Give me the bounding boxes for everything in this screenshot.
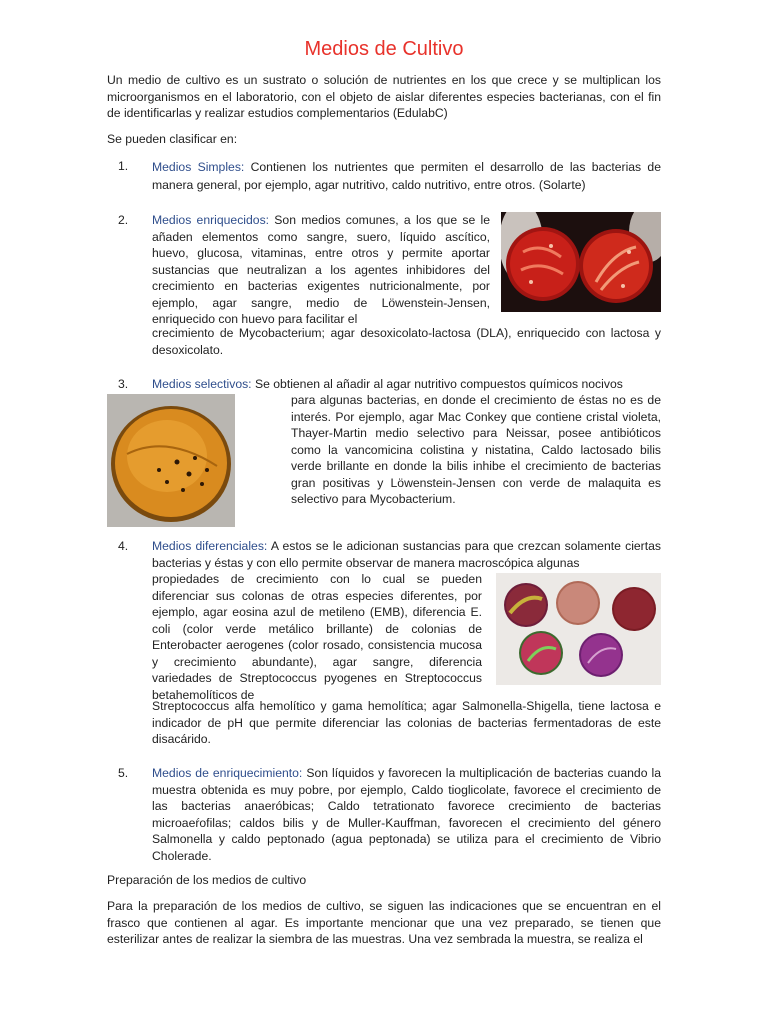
list-item xyxy=(152,765,661,864)
item-text-continued: para algunas bacterias, en donde el crecimiento de éstas no es de interés. Por ejemplo, agar Mac Conkey que contiene cristal violeta, Thayer-Martin medio selectivo para Neissar, posee antibióticos como la vancomicina colistina y nistatina, Caldo lactosado bilis verde brillante en donde la bilis inhibe el crecimiento de bacterias gran positivas y Löwenstein-Jensen con verde de malaquita es selectivo para Mycobacterium. xyxy=(291,393,661,506)
item-term: Medios selectivos: xyxy=(152,377,252,391)
item-term: Medios Simples: xyxy=(152,160,245,174)
item-number: 5. xyxy=(118,766,129,780)
selective-agar-plate-image xyxy=(107,394,235,527)
intro-paragraph: Un medio de cultivo es un sustrato o solución de nutrientes en los que crece y se multiplican los microorganismos en el laboratorio, con el objeto de aislar diferentes especies bacterianas, con el fin de identificarlas y realizar estudios complementarios (EdulabC) xyxy=(107,73,661,120)
differential-agar-plates-image xyxy=(496,573,661,685)
item-number: 1. xyxy=(118,159,129,173)
item-text: Son medios comunes, a los que se le añaden elementos como sangre, suero, líquido ascítico, huevo, glucosa, vitaminas, entre otros y permite aportar sustancias que neutralizan a los agentes inhibidores del crecimiento en bacterias exigentes nutricionalmente, por ejemplo, agar sangre, medio de Löwenstein-Jensen, enriquecido con huevo para facilitar el xyxy=(152,213,490,326)
list-item xyxy=(152,158,661,194)
item-text-continued: propiedades de crecimiento con lo cual se pueden diferenciar sus colonas de otras especies diferentes, por ejemplo, agar eosina azul de metileno (EMB), diferencia E. coli (color verde metálico brillante) de colonias de Enterobacter aerogenes (color rosado, consistencia mucosa y crecimiento abundante), agar sangre, diferencia variedades de Streptococcus pyogenes en Streptococcus betahemolíticos de xyxy=(152,572,482,702)
item-text: Se obtienen al añadir al agar nutritivo compuestos químicos nocivos xyxy=(251,377,623,391)
page-title: Medios de Cultivo xyxy=(304,38,464,60)
item-number: 4. xyxy=(118,539,129,553)
item-text: Son líquidos y favorecen la multiplicación de bacterias cuando la muestra obtenida es muy pobre, por ejemplo, Caldo tioglicolate, favorece el crecimiento de las bacterias anaeróbicas; Caldo tetrationato favorece crecimiento de bacterias microaeŕofilas; caldos bilis y de Muller-Kauffman, favorecen el crecimiento del género Salmonella y caldo peptonado (agua peptonada) se utiliza para el crecimiento de Vibrio Cholerade. xyxy=(152,766,661,863)
item-number: 3. xyxy=(118,377,129,391)
list-item xyxy=(152,538,661,571)
item-number: 2. xyxy=(118,213,129,227)
list-item xyxy=(152,376,661,393)
item-text: A estos se le adicionan sustancias para que crezcan solamente ciertas bacterias y éstas y con ello permite observar de manera macroscópica algunas xyxy=(152,539,661,570)
section-heading: Preparación de los medios de cultivo xyxy=(107,873,307,887)
item-text-continued: Streptococcus alfa hemolítico y gama hemolítica; agar Salmonella-Shigella, tiene lactosa e indicador de pH que permite diferenciar las colonias de bacterias fermentadoras de este disacárido. xyxy=(152,699,661,746)
prep-paragraph: Para la preparación de los medios de cultivo, se siguen las indicaciones que se encuentran en el frasco que contienen al agar. Es importante mencionar que una vez preparado, se tienen que esterilizar antes de realizar la siembra de las muestras. Una vez sembrada la muestra, se realiza el xyxy=(107,899,661,946)
blood-agar-plates-image xyxy=(501,212,661,312)
item-term: Medios diferenciales: xyxy=(152,539,268,553)
classify-line: Se pueden clasificar en: xyxy=(107,132,238,146)
item-term: Medios de enriquecimiento: xyxy=(152,766,303,780)
item-text: Contienen los nutrientes que permiten el desarrollo de las bacterias de manera general, por ejemplo, agar nutritivo, caldo nutritivo, entre otros. (Solarte) xyxy=(152,160,661,192)
item-term: Medios enriquecidos: xyxy=(152,213,270,227)
list-item xyxy=(152,212,490,328)
item-text-continued: crecimiento de Mycobacterium; agar desoxicolato-lactosa (DLA), enriquecido con lactosa y desoxicolato. xyxy=(152,326,661,357)
